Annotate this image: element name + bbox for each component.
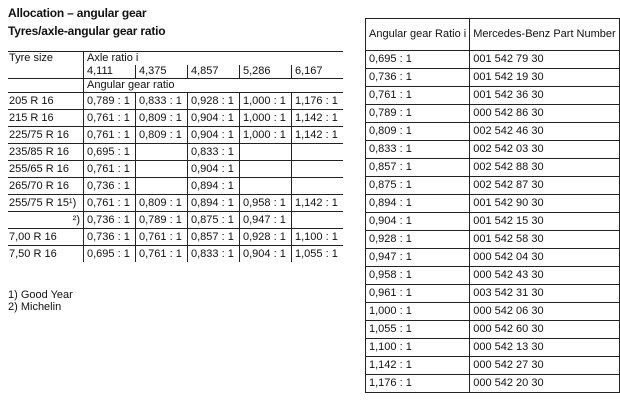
- tyre-row: [8, 229, 343, 246]
- ratio-cell: 1,055 : 1: [366, 321, 470, 339]
- part-number-row: [366, 285, 620, 303]
- angular-gear-ratio-cell: [240, 144, 292, 161]
- angular-gear-ratio-cell: 1,142 : 1: [292, 110, 344, 127]
- part-number-row: [366, 231, 620, 249]
- angular-gear-ratio-cell: 0,789 : 1: [84, 93, 136, 110]
- part-number-cell: 000 542 13 30: [470, 339, 619, 357]
- tyre-size: 235/85 R 16: [8, 144, 84, 161]
- angular-gear-ratio-cell: 1,100 : 1: [292, 229, 344, 246]
- footnote-1: 1) Good Year: [8, 289, 73, 301]
- angular-gear-ratio-cell: [240, 178, 292, 195]
- angular-gear-ratio-cell: 0,947 : 1: [240, 212, 292, 229]
- angular-gear-ratio-cell: [136, 144, 188, 161]
- axle-ratio-value: 4,111: [84, 65, 136, 79]
- document-title: Allocation – angular gear: [8, 6, 147, 20]
- angular-gear-ratio-cell: 0,809 : 1: [136, 127, 188, 144]
- angular-gear-ratio-cell: 1,000 : 1: [240, 110, 292, 127]
- ratio-cell: 0,761 : 1: [366, 87, 470, 105]
- ratio-column-header: Angular gear Ratio i: [366, 19, 470, 51]
- angular-gear-ratio-cell: 0,736 : 1: [84, 212, 136, 229]
- tyre-size: 255/65 R 16: [8, 161, 84, 178]
- part-number-row: [366, 339, 620, 357]
- angular-gear-ratio-cell: 0,894 : 1: [188, 195, 240, 212]
- angular-gear-ratio-cell: 0,928 : 1: [188, 93, 240, 110]
- part-number-cell: 000 542 27 30: [470, 357, 619, 375]
- tyre-row: [8, 212, 343, 229]
- part-number-cell: 000 542 43 30: [470, 267, 619, 285]
- angular-gear-ratio-cell: 0,928 : 1: [240, 229, 292, 246]
- ratio-cell: 0,928 : 1: [366, 231, 470, 249]
- angular-gear-ratio-cell: [292, 178, 344, 195]
- ratio-cell: 0,904 : 1: [366, 213, 470, 231]
- tyre-size: 215 R 16: [8, 110, 84, 127]
- part-number-row: [366, 213, 620, 231]
- angular-gear-ratio-cell: 0,833 : 1: [136, 93, 188, 110]
- axle-ratio-values-row: [8, 65, 343, 79]
- angular-gear-ratio-cell: 1,142 : 1: [292, 127, 344, 144]
- axle-ratio-header: Axle ratio i: [84, 52, 344, 66]
- angular-gear-ratio-cell: 0,761 : 1: [84, 110, 136, 127]
- tyre-row: [8, 246, 343, 263]
- tyre-row: [8, 178, 343, 195]
- angular-gear-ratio-cell: 0,761 : 1: [84, 127, 136, 144]
- part-number-row: [366, 123, 620, 141]
- document-subtitle: Tyres/axle-angular gear ratio: [8, 24, 166, 38]
- ratio-cell: 0,947 : 1: [366, 249, 470, 267]
- part-number-row: [366, 267, 620, 285]
- angular-gear-ratio-cell: [292, 212, 344, 229]
- angular-gear-ratio-cell: 0,695 : 1: [84, 246, 136, 263]
- angular-gear-ratio-cell: 1,142 : 1: [292, 195, 344, 212]
- angular-gear-ratio-cell: 1,055 : 1: [292, 246, 344, 263]
- ratio-cell: 0,875 : 1: [366, 177, 470, 195]
- part-number-row: [366, 357, 620, 375]
- angular-gear-ratio-cell: 0,875 : 1: [188, 212, 240, 229]
- ratio-cell: 0,789 : 1: [366, 105, 470, 123]
- part-number-cell: 002 542 46 30: [470, 123, 619, 141]
- part-number-row: [366, 177, 620, 195]
- tyre-row: [8, 144, 343, 161]
- angular-gear-ratio-cell: 0,809 : 1: [136, 195, 188, 212]
- part-number-row: [366, 195, 620, 213]
- angular-gear-ratio-cell: [292, 161, 344, 178]
- axle-ratio-header-row: [8, 52, 343, 66]
- angular-gear-ratio-cell: 0,904 : 1: [188, 127, 240, 144]
- axle-ratio-value: 4,375: [136, 65, 188, 79]
- part-number-cell: 002 542 88 30: [470, 159, 619, 177]
- part-number-cell: 001 542 15 30: [470, 213, 619, 231]
- angular-gear-ratio-cell: 0,833 : 1: [188, 144, 240, 161]
- tyre-size-header: Tyre size: [8, 52, 84, 66]
- part-number-cell: 003 542 31 30: [470, 285, 619, 303]
- part-number-row: [366, 159, 620, 177]
- angular-gear-ratio-cell: 0,761 : 1: [84, 161, 136, 178]
- part-number-row: [366, 51, 620, 69]
- angular-gear-ratio-cell: 0,789 : 1: [136, 212, 188, 229]
- ratio-cell: 1,000 : 1: [366, 303, 470, 321]
- part-number-row: [366, 141, 620, 159]
- ratio-cell: 0,695 : 1: [366, 51, 470, 69]
- angular-gear-ratio-cell: 0,761 : 1: [84, 195, 136, 212]
- ratio-cell: 0,958 : 1: [366, 267, 470, 285]
- tyre-size: 265/70 R 16: [8, 178, 84, 195]
- part-number-cell: 002 542 03 30: [470, 141, 619, 159]
- angular-gear-ratio-cell: 0,736 : 1: [84, 178, 136, 195]
- ratio-cell: 1,176 : 1: [366, 375, 470, 393]
- part-number-cell: 001 542 19 30: [470, 69, 619, 87]
- angular-gear-ratio-cell: 0,736 : 1: [84, 229, 136, 246]
- tyre-row: [8, 127, 343, 144]
- ratio-cell: 1,142 : 1: [366, 357, 470, 375]
- ratio-cell: 0,894 : 1: [366, 195, 470, 213]
- tyre-row: [8, 161, 343, 178]
- angular-gear-ratio-cell: 0,904 : 1: [240, 246, 292, 263]
- part-number-cell: 001 542 58 30: [470, 231, 619, 249]
- ratio-cell: 0,809 : 1: [366, 123, 470, 141]
- angular-gear-ratio-cell: 0,761 : 1: [136, 229, 188, 246]
- angular-gear-ratio-cell: 0,904 : 1: [188, 161, 240, 178]
- axle-ratio-value: 5,286: [240, 65, 292, 79]
- ratio-cell: 1,100 : 1: [366, 339, 470, 357]
- part-number-row: [366, 105, 620, 123]
- part-number-column-header: Mercedes-Benz Part Number: [470, 19, 619, 51]
- angular-gear-ratio-cell: 0,833 : 1: [188, 246, 240, 263]
- part-number-cell: 000 542 60 30: [470, 321, 619, 339]
- ratio-cell: 0,833 : 1: [366, 141, 470, 159]
- axle-ratio-value: 4,857: [188, 65, 240, 79]
- angular-gear-ratio-cell: 0,904 : 1: [188, 110, 240, 127]
- tyre-size: 7,00 R 16: [8, 229, 84, 246]
- angular-gear-ratio-cell: 1,000 : 1: [240, 127, 292, 144]
- part-number-cell: 000 542 04 30: [470, 249, 619, 267]
- part-number-row: [366, 249, 620, 267]
- part-number-cell: 000 542 20 30: [470, 375, 619, 393]
- part-number-row: [366, 303, 620, 321]
- part-number-table: [365, 18, 620, 393]
- part-number-cell: 001 542 90 30: [470, 195, 619, 213]
- part-number-row: [366, 87, 620, 105]
- axle-ratio-value: 6,167: [292, 65, 344, 79]
- part-number-row: [366, 69, 620, 87]
- angular-gear-ratio-cell: [136, 161, 188, 178]
- tyre-row: [8, 93, 343, 110]
- tyre-size: 205 R 16: [8, 93, 84, 110]
- angular-gear-ratio-cell: 1,000 : 1: [240, 93, 292, 110]
- part-number-cell: 001 542 79 30: [470, 51, 619, 69]
- angular-gear-ratio-cell: 1,176 : 1: [292, 93, 344, 110]
- angular-gear-ratio-cell: 0,894 : 1: [188, 178, 240, 195]
- part-number-row: [366, 321, 620, 339]
- part-number-cell: 002 542 87 30: [470, 177, 619, 195]
- tyre-size: 255/75 R 15¹): [8, 195, 84, 212]
- part-number-cell: 001 542 36 30: [470, 87, 619, 105]
- part-number-header-row: [366, 19, 620, 51]
- angular-gear-ratio-cell: [136, 178, 188, 195]
- tyre-size: 7,50 R 16: [8, 246, 84, 263]
- tyre-size: 225/75 R 16: [8, 127, 84, 144]
- angular-gear-ratio-cell: [240, 161, 292, 178]
- angular-gear-ratio-cell: 0,695 : 1: [84, 144, 136, 161]
- tyre-size: ²): [8, 212, 84, 229]
- angular-gear-ratio-cell: 0,809 : 1: [136, 110, 188, 127]
- tyre-row: [8, 195, 343, 212]
- ratio-cell: 0,961 : 1: [366, 285, 470, 303]
- part-number-row: [366, 375, 620, 393]
- tyre-row: [8, 110, 343, 127]
- ratio-cell: 0,857 : 1: [366, 159, 470, 177]
- footnote-2: 2) Michelin: [8, 301, 62, 313]
- angular-gear-ratio-cell: 0,958 : 1: [240, 195, 292, 212]
- angular-gear-ratio-header: Angular gear ratio: [84, 79, 344, 93]
- angular-gear-ratio-cell: 0,857 : 1: [188, 229, 240, 246]
- angular-gear-ratio-cell: [292, 144, 344, 161]
- tyre-axle-ratio-table: [8, 51, 343, 262]
- part-number-cell: 000 542 06 30: [470, 303, 619, 321]
- angular-gear-ratio-cell: 0,761 : 1: [136, 246, 188, 263]
- part-number-cell: 000 542 86 30: [470, 105, 619, 123]
- ratio-cell: 0,736 : 1: [366, 69, 470, 87]
- angular-gear-header-row: [8, 79, 343, 93]
